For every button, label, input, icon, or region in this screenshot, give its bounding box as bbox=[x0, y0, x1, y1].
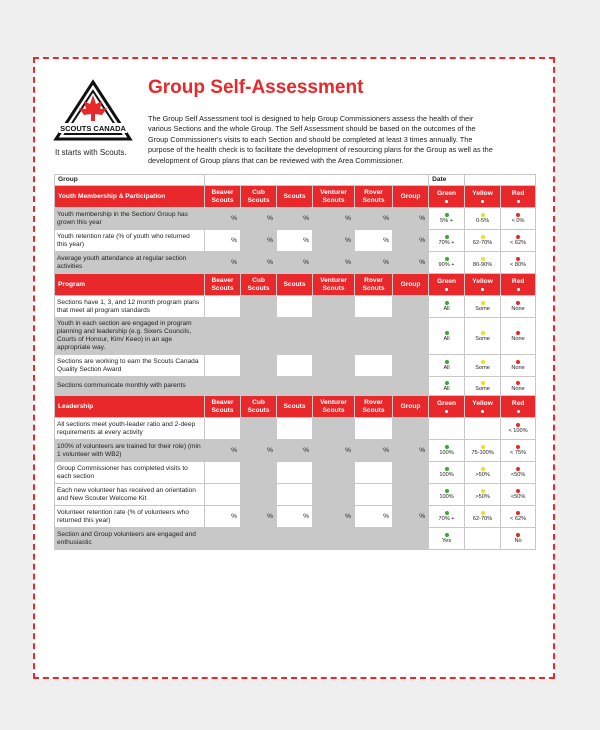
red-dot-icon bbox=[516, 489, 520, 493]
green-threshold bbox=[429, 418, 465, 440]
score-cell[interactable]: % bbox=[241, 230, 277, 252]
assessment-table bbox=[54, 174, 536, 550]
date-label: Date bbox=[429, 175, 465, 186]
red-dot-icon bbox=[516, 467, 520, 471]
criterion-label: Group Commissioner has completed visits to each section bbox=[55, 462, 205, 484]
section-header: Leadership bbox=[55, 396, 205, 418]
column-header: Cub Scouts bbox=[241, 396, 277, 418]
red-dot-icon bbox=[516, 381, 520, 385]
score-cell[interactable] bbox=[355, 528, 393, 550]
score-cell[interactable]: % bbox=[241, 208, 277, 230]
criterion-label: Each new volunteer has received an orientation and New Scouter Welcome Kit bbox=[55, 484, 205, 506]
score-cell[interactable] bbox=[277, 528, 313, 550]
score-cell[interactable] bbox=[277, 462, 313, 484]
group-name-field[interactable] bbox=[205, 175, 429, 186]
score-cell[interactable] bbox=[241, 418, 277, 440]
section-header: Program bbox=[55, 274, 205, 296]
red-threshold: < 100% bbox=[501, 418, 536, 440]
score-cell[interactable] bbox=[355, 318, 393, 355]
yellow-dot-icon bbox=[481, 331, 485, 335]
green-threshold: 70% + bbox=[429, 230, 465, 252]
column-header: Group bbox=[393, 186, 429, 208]
yellow-dot-icon bbox=[481, 235, 485, 239]
criterion-label: Average youth attendance at regular section activities bbox=[55, 252, 205, 274]
column-header: Rover Scouts bbox=[355, 396, 393, 418]
yellow-threshold bbox=[465, 528, 501, 550]
yellow-dot-icon bbox=[481, 381, 485, 385]
score-cell[interactable]: % bbox=[313, 230, 355, 252]
score-cell[interactable]: % bbox=[313, 252, 355, 274]
green-dot-icon bbox=[445, 301, 449, 305]
red-threshold: < 62% bbox=[501, 506, 536, 528]
score-cell[interactable]: % bbox=[277, 506, 313, 528]
yellow-threshold: Some bbox=[465, 355, 501, 377]
criterion-label: Youth membership in the Section/ Group has grown this year bbox=[55, 208, 205, 230]
yellow-threshold: 62-70% bbox=[465, 230, 501, 252]
score-cell[interactable] bbox=[355, 484, 393, 506]
score-cell[interactable]: % bbox=[205, 252, 241, 274]
red-threshold: No bbox=[501, 528, 536, 550]
score-cell[interactable]: % bbox=[393, 506, 429, 528]
indicator-dot-icon bbox=[481, 200, 484, 203]
score-cell[interactable] bbox=[205, 462, 241, 484]
score-cell[interactable]: % bbox=[393, 230, 429, 252]
column-header: Scouts bbox=[277, 396, 313, 418]
red-dot-icon bbox=[516, 235, 520, 239]
criterion-label: Sections are working to earn the Scouts Canada Quality Section Award bbox=[55, 355, 205, 377]
score-cell[interactable] bbox=[241, 377, 277, 396]
score-cell[interactable] bbox=[241, 484, 277, 506]
score-cell[interactable] bbox=[205, 484, 241, 506]
yellow-dot-icon bbox=[481, 360, 485, 364]
criterion-label: 100% of volunteers are trained for their role) (min 1 volunteer with WB2) bbox=[55, 440, 205, 462]
yellow-threshold: 0-5% bbox=[465, 208, 501, 230]
yellow-threshold: 80-90% bbox=[465, 252, 501, 274]
score-cell[interactable] bbox=[277, 377, 313, 396]
score-cell[interactable]: % bbox=[355, 208, 393, 230]
green-dot-icon bbox=[445, 381, 449, 385]
column-header: Cub Scouts bbox=[241, 186, 277, 208]
score-cell[interactable]: % bbox=[355, 506, 393, 528]
score-cell[interactable] bbox=[393, 318, 429, 355]
score-cell[interactable] bbox=[241, 528, 277, 550]
score-cell[interactable] bbox=[241, 462, 277, 484]
indicator-header: Green bbox=[429, 396, 465, 418]
green-threshold: 100% bbox=[429, 440, 465, 462]
group-label: Group bbox=[55, 175, 205, 186]
section-header: Youth Membership & Participation bbox=[55, 186, 205, 208]
score-cell[interactable] bbox=[277, 418, 313, 440]
score-cell[interactable] bbox=[205, 377, 241, 396]
indicator-dot-icon bbox=[517, 200, 520, 203]
red-dot-icon bbox=[516, 360, 520, 364]
score-cell[interactable]: % bbox=[393, 440, 429, 462]
score-cell[interactable]: % bbox=[355, 440, 393, 462]
red-threshold: None bbox=[501, 355, 536, 377]
score-cell[interactable]: % bbox=[241, 440, 277, 462]
score-cell[interactable] bbox=[241, 296, 277, 318]
yellow-dot-icon bbox=[481, 301, 485, 305]
score-cell[interactable]: % bbox=[355, 252, 393, 274]
scouts-canada-logo bbox=[53, 79, 133, 143]
date-field[interactable] bbox=[465, 175, 536, 186]
score-cell[interactable]: % bbox=[313, 208, 355, 230]
yellow-threshold bbox=[465, 418, 501, 440]
indicator-header: Green bbox=[429, 274, 465, 296]
score-cell[interactable] bbox=[313, 528, 355, 550]
column-header: Beaver Scouts bbox=[205, 396, 241, 418]
indicator-dot-icon bbox=[517, 288, 520, 291]
criterion-label: Section and Group volunteers are engaged and enthusiastic bbox=[55, 528, 205, 550]
red-threshold: < 75% bbox=[501, 440, 536, 462]
yellow-dot-icon bbox=[481, 489, 485, 493]
column-header: Scouts bbox=[277, 186, 313, 208]
score-cell[interactable] bbox=[313, 462, 355, 484]
column-header: Scouts bbox=[277, 274, 313, 296]
indicator-header: Green bbox=[429, 186, 465, 208]
score-cell[interactable] bbox=[205, 528, 241, 550]
green-dot-icon bbox=[445, 257, 449, 261]
intro-text: The Group Self Assessment tool is designed to help Group Commissioners assess the health of their various Sections and the whole Group. The Self Assessment should be based on the outcomes of the Group Commissioner's visits to each Section and should be completed at least 3 times annually. The purpose of the health check is to facilitate the development of resourcing plans for the Group as well as the development of Group plans that can be reviewed with the Area Commissioner. bbox=[148, 114, 493, 165]
red-dot-icon bbox=[516, 257, 520, 261]
red-threshold: < 80% bbox=[501, 252, 536, 274]
criterion-label: Sections have 1, 3, and 12 month program plans that meet all program standards bbox=[55, 296, 205, 318]
yellow-dot-icon bbox=[481, 213, 485, 217]
red-dot-icon bbox=[516, 423, 520, 427]
green-dot-icon bbox=[445, 360, 449, 364]
yellow-threshold: 75-100% bbox=[465, 440, 501, 462]
red-threshold: <50% bbox=[501, 462, 536, 484]
red-dot-icon bbox=[516, 301, 520, 305]
column-header: Venturer Scouts bbox=[313, 186, 355, 208]
column-header: Group bbox=[393, 396, 429, 418]
score-cell[interactable] bbox=[355, 296, 393, 318]
score-cell[interactable] bbox=[313, 484, 355, 506]
column-header: Beaver Scouts bbox=[205, 274, 241, 296]
indicator-header: Yellow bbox=[465, 186, 501, 208]
green-dot-icon bbox=[445, 331, 449, 335]
score-cell[interactable] bbox=[393, 418, 429, 440]
score-cell[interactable] bbox=[205, 318, 241, 355]
green-threshold: All bbox=[429, 296, 465, 318]
red-threshold: None bbox=[501, 318, 536, 355]
red-threshold: < 62% bbox=[501, 230, 536, 252]
red-dot-icon bbox=[516, 511, 520, 515]
score-cell[interactable]: % bbox=[393, 252, 429, 274]
column-header: Rover Scouts bbox=[355, 274, 393, 296]
indicator-header: Yellow bbox=[465, 274, 501, 296]
score-cell[interactable] bbox=[313, 355, 355, 377]
page-title: Group Self-Assessment bbox=[148, 77, 364, 98]
green-threshold: 70% + bbox=[429, 506, 465, 528]
green-dot-icon bbox=[445, 235, 449, 239]
green-dot-icon bbox=[445, 533, 449, 537]
score-cell[interactable] bbox=[355, 462, 393, 484]
score-cell[interactable]: % bbox=[277, 208, 313, 230]
yellow-threshold: Some bbox=[465, 318, 501, 355]
score-cell[interactable] bbox=[393, 528, 429, 550]
yellow-dot-icon bbox=[481, 445, 485, 449]
score-cell[interactable]: % bbox=[355, 230, 393, 252]
green-threshold: Yes bbox=[429, 528, 465, 550]
score-cell[interactable] bbox=[393, 377, 429, 396]
score-cell[interactable]: % bbox=[241, 506, 277, 528]
column-header: Beaver Scouts bbox=[205, 186, 241, 208]
column-header: Venturer Scouts bbox=[313, 396, 355, 418]
yellow-threshold: 62-70% bbox=[465, 506, 501, 528]
score-cell[interactable]: % bbox=[313, 440, 355, 462]
criterion-label: Youth in each section are engaged in program planning and leadership (e.g. Sixers Councils, Courts of Honour, Kim/ Keeo) in an age appropriate way. bbox=[55, 318, 205, 355]
red-dot-icon bbox=[516, 331, 520, 335]
yellow-threshold: >50% bbox=[465, 484, 501, 506]
score-cell[interactable] bbox=[393, 296, 429, 318]
green-threshold: 100% bbox=[429, 462, 465, 484]
green-dot-icon bbox=[445, 511, 449, 515]
score-cell[interactable] bbox=[355, 418, 393, 440]
score-cell[interactable] bbox=[277, 318, 313, 355]
indicator-header: Red bbox=[501, 396, 536, 418]
score-cell[interactable]: % bbox=[241, 252, 277, 274]
indicator-header: Red bbox=[501, 186, 536, 208]
score-cell[interactable] bbox=[277, 355, 313, 377]
green-threshold: 5% + bbox=[429, 208, 465, 230]
green-dot-icon bbox=[445, 489, 449, 493]
criterion-label: Youth retention rate (% of youth who returned this year) bbox=[55, 230, 205, 252]
red-threshold: None bbox=[501, 296, 536, 318]
column-header: Cub Scouts bbox=[241, 274, 277, 296]
red-dot-icon bbox=[516, 533, 520, 537]
score-cell[interactable] bbox=[393, 355, 429, 377]
column-header: Venturer Scouts bbox=[313, 274, 355, 296]
yellow-dot-icon bbox=[481, 257, 485, 261]
tagline: It starts with Scouts. bbox=[55, 148, 127, 157]
score-cell[interactable]: % bbox=[205, 440, 241, 462]
yellow-dot-icon bbox=[481, 511, 485, 515]
score-cell[interactable] bbox=[393, 462, 429, 484]
indicator-dot-icon bbox=[445, 200, 448, 203]
green-threshold: 100% bbox=[429, 484, 465, 506]
score-cell[interactable] bbox=[355, 377, 393, 396]
score-cell[interactable]: % bbox=[205, 230, 241, 252]
criterion-label: All sections meet youth-leader ratio and 2-deep requirements at every activity bbox=[55, 418, 205, 440]
green-dot-icon bbox=[445, 445, 449, 449]
indicator-header: Red bbox=[501, 274, 536, 296]
score-cell[interactable] bbox=[313, 318, 355, 355]
green-dot-icon bbox=[445, 213, 449, 217]
score-cell[interactable] bbox=[313, 418, 355, 440]
indicator-header: Yellow bbox=[465, 396, 501, 418]
yellow-threshold: >50% bbox=[465, 462, 501, 484]
document-page bbox=[33, 57, 555, 679]
yellow-threshold: Some bbox=[465, 296, 501, 318]
column-header: Rover Scouts bbox=[355, 186, 393, 208]
score-cell[interactable] bbox=[205, 418, 241, 440]
indicator-dot-icon bbox=[445, 288, 448, 291]
green-threshold: All bbox=[429, 355, 465, 377]
red-threshold: < 0% bbox=[501, 208, 536, 230]
score-cell[interactable]: % bbox=[393, 208, 429, 230]
score-cell[interactable] bbox=[313, 296, 355, 318]
red-threshold: None bbox=[501, 377, 536, 396]
indicator-dot-icon bbox=[517, 410, 520, 413]
green-threshold: All bbox=[429, 377, 465, 396]
indicator-dot-icon bbox=[481, 410, 484, 413]
green-dot-icon bbox=[445, 467, 449, 471]
score-cell[interactable]: % bbox=[313, 506, 355, 528]
score-cell[interactable] bbox=[393, 484, 429, 506]
score-cell[interactable]: % bbox=[277, 230, 313, 252]
score-cell[interactable]: % bbox=[205, 506, 241, 528]
score-cell[interactable] bbox=[205, 355, 241, 377]
yellow-dot-icon bbox=[481, 467, 485, 471]
red-dot-icon bbox=[516, 445, 520, 449]
svg-text:SCOUTS CANADA: SCOUTS CANADA bbox=[60, 124, 126, 133]
red-dot-icon bbox=[516, 213, 520, 217]
score-cell[interactable]: % bbox=[277, 440, 313, 462]
score-cell[interactable] bbox=[277, 296, 313, 318]
criterion-label: Volunteer retention rate (% of volunteers who returned this year) bbox=[55, 506, 205, 528]
score-cell[interactable]: % bbox=[205, 208, 241, 230]
yellow-threshold: Some bbox=[465, 377, 501, 396]
criterion-label: Sections communicate monthly with parents bbox=[55, 377, 205, 396]
score-cell[interactable] bbox=[355, 355, 393, 377]
green-threshold: All bbox=[429, 318, 465, 355]
indicator-dot-icon bbox=[445, 410, 448, 413]
score-cell[interactable] bbox=[241, 318, 277, 355]
score-cell[interactable] bbox=[241, 355, 277, 377]
score-cell[interactable]: % bbox=[277, 252, 313, 274]
column-header: Group bbox=[393, 274, 429, 296]
score-cell[interactable] bbox=[277, 484, 313, 506]
indicator-dot-icon bbox=[481, 288, 484, 291]
green-threshold: 90% + bbox=[429, 252, 465, 274]
score-cell[interactable] bbox=[313, 377, 355, 396]
score-cell[interactable] bbox=[205, 296, 241, 318]
red-threshold: <50% bbox=[501, 484, 536, 506]
